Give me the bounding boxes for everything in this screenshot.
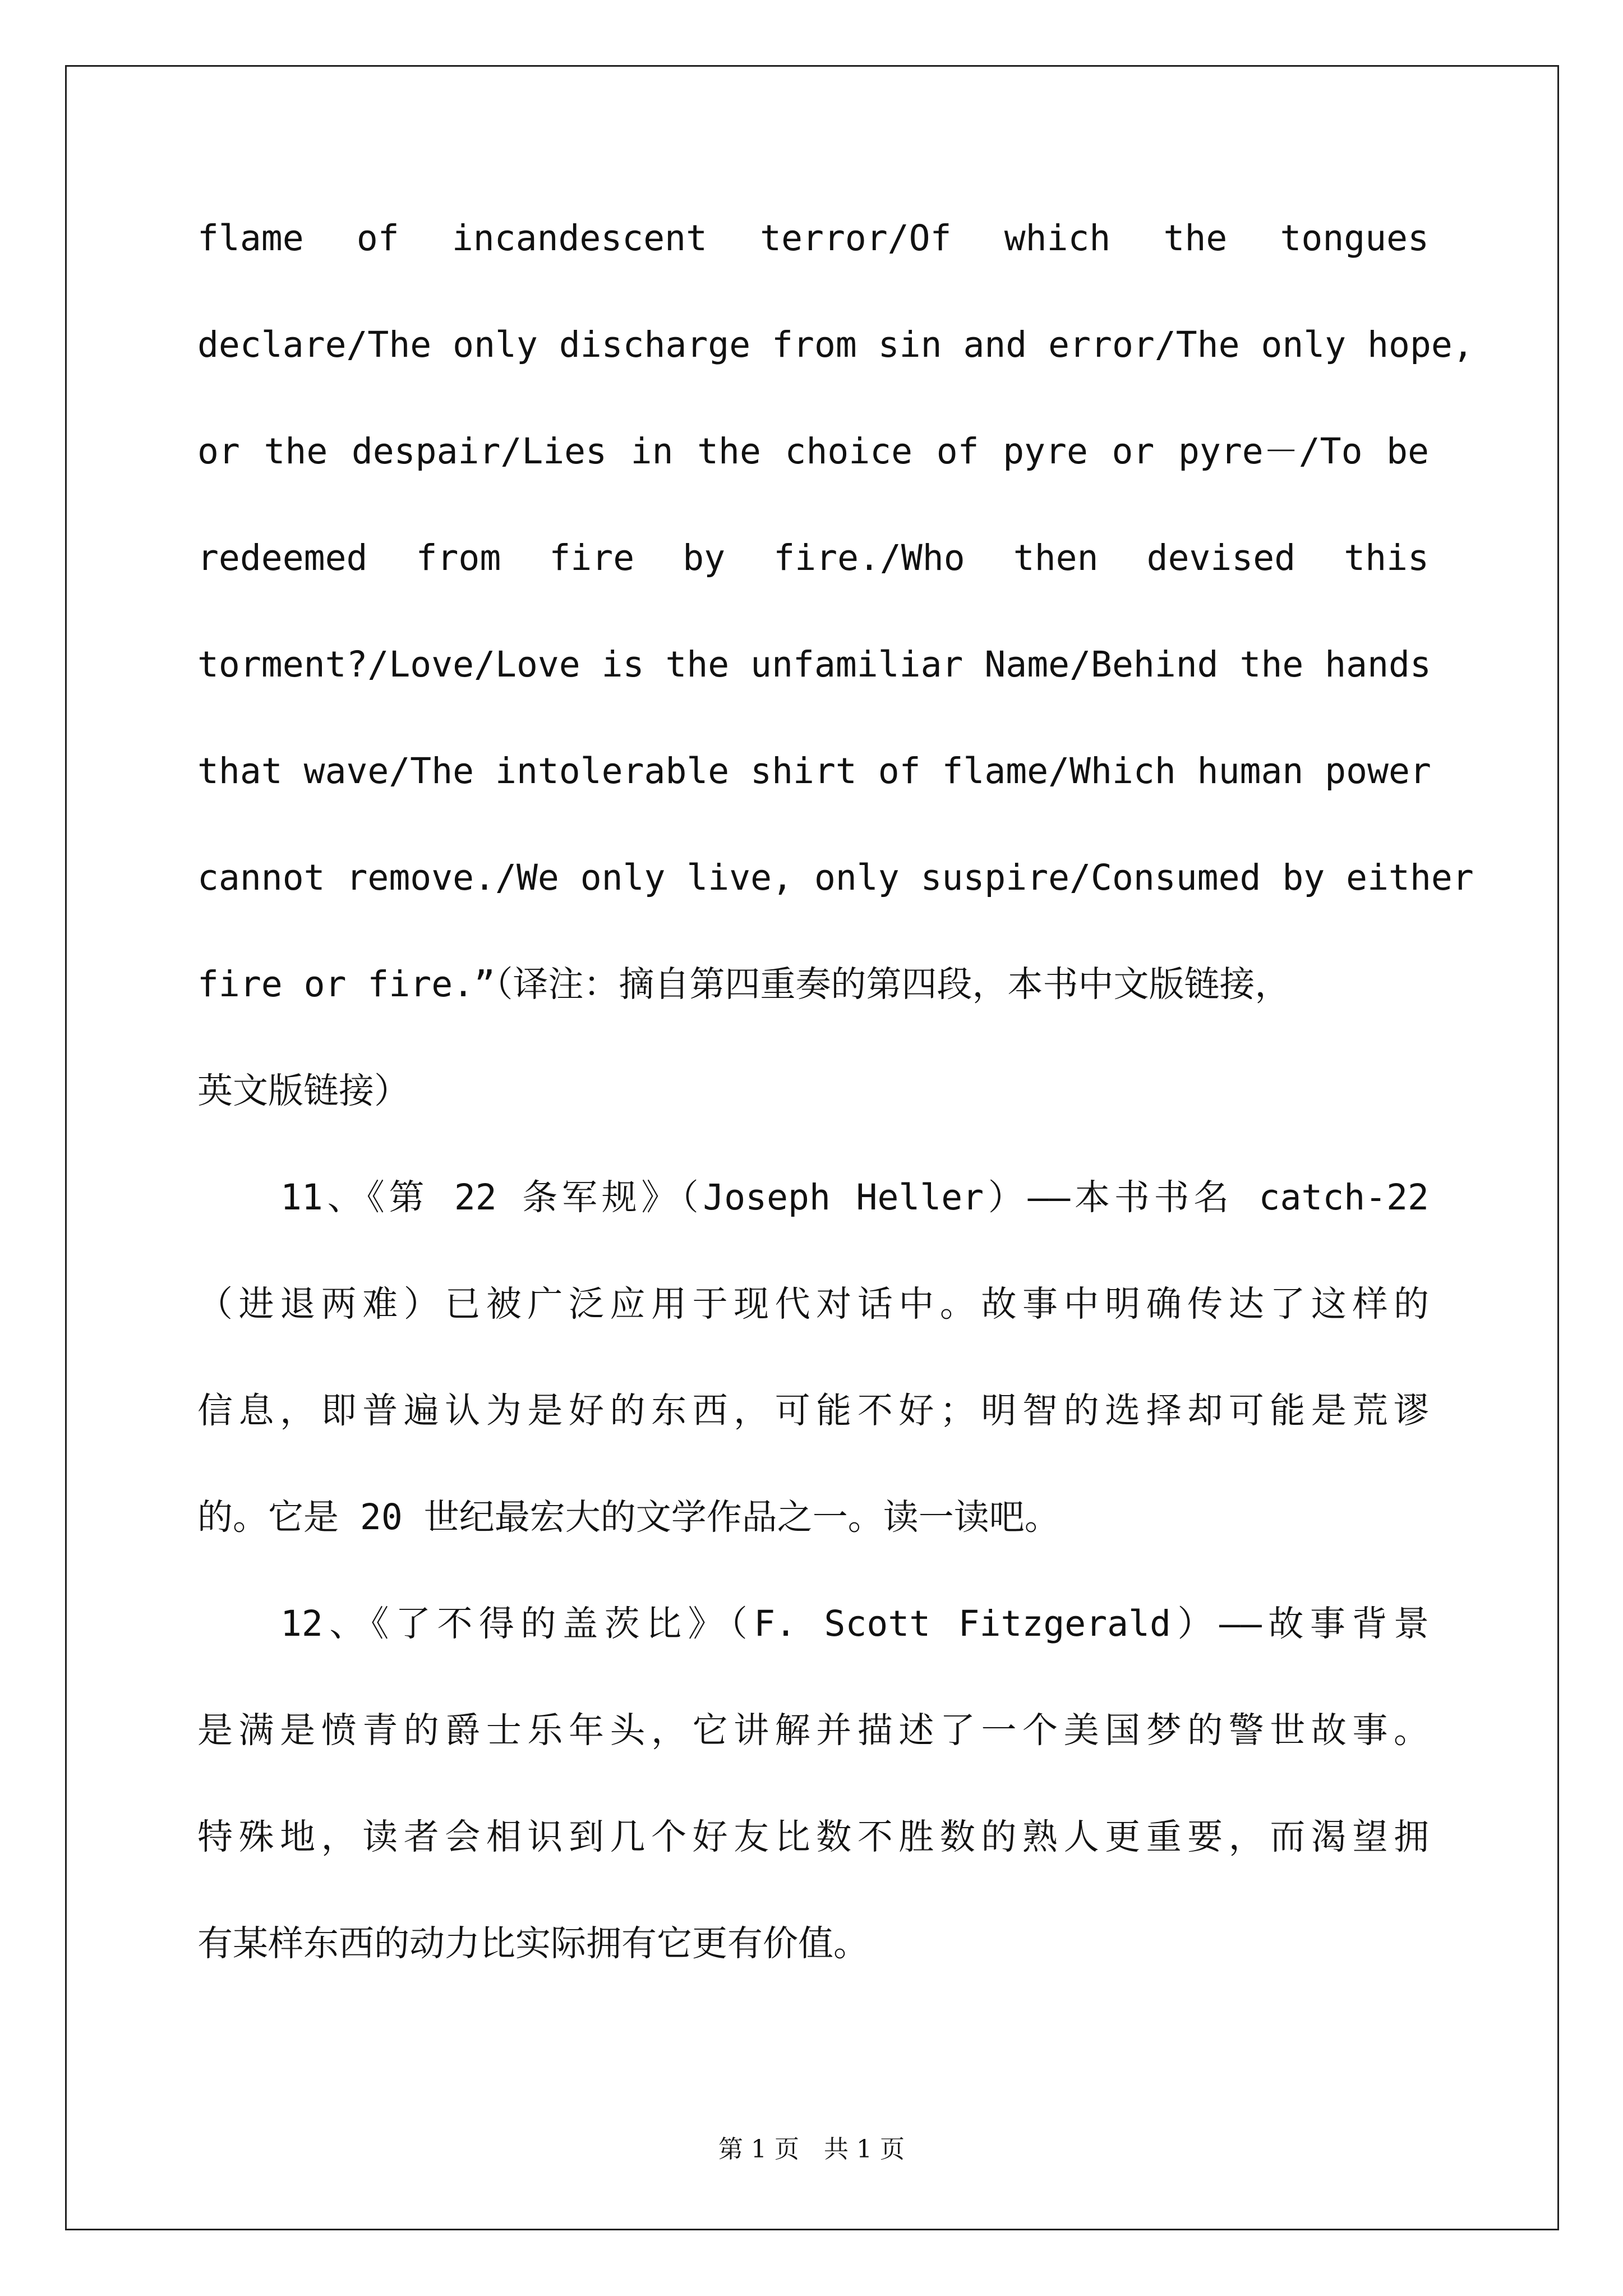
text-line: 的。它是 20 世纪最宏大的文学作品之一。读一读吧。 — [197, 1497, 1060, 1538]
text-line: 特殊地，读者会相识到几个好友比数不胜数的熟人更重要，而渴望拥 — [197, 1816, 1429, 1857]
page-footer: 第 1 页 共 1 页 — [718, 2135, 905, 2164]
text-line: or the despair/Lies in the choice of pyre or pyre－/To be — [197, 431, 1429, 472]
text-line: （进退两难）已被广泛应用于现代对话中。故事中明确传达了这样的 — [197, 1283, 1429, 1324]
text-line: that wave/The intolerable shirt of flame/Which human power — [197, 751, 1431, 792]
text-line: torment?/Love/Love is the unfamiliar Name/Behind the hands — [197, 644, 1431, 685]
document-body — [197, 213, 1474, 2025]
paragraph-start-line: 12、《了不得的盖茨比》（F. Scott Fitzgerald）——故事背景 — [280, 1603, 1429, 1644]
text-line: fire or fire.”（译注：摘自第四重奏的第四段，本书中文版链接， — [197, 964, 1290, 1005]
text-line: 是满是愤青的爵士乐年头，它讲解并描述了一个美国梦的警世故事。 — [197, 1710, 1429, 1751]
text-line: 英文版链接） — [197, 1070, 409, 1111]
text-line: redeemed from fire by fire./Who then devised this — [197, 537, 1429, 578]
text-line: 信息，即普遍认为是好的东西，可能不好；明智的选择却可能是荒谬 — [197, 1390, 1429, 1431]
text-line: 有某样东西的动力比实际拥有它更有价值。 — [197, 1923, 869, 1964]
paragraph-start-line: 11、《第 22 条军规》（Joseph Heller）——本书书名 catch-22 — [280, 1177, 1429, 1218]
text-line: flame of incandescent terror/Of which the tongues — [197, 218, 1429, 259]
text-line: cannot remove./We only live, only suspire/Consumed by either — [197, 857, 1474, 898]
text-line: declare/The only discharge from sin and error/The only hope, — [197, 324, 1474, 365]
